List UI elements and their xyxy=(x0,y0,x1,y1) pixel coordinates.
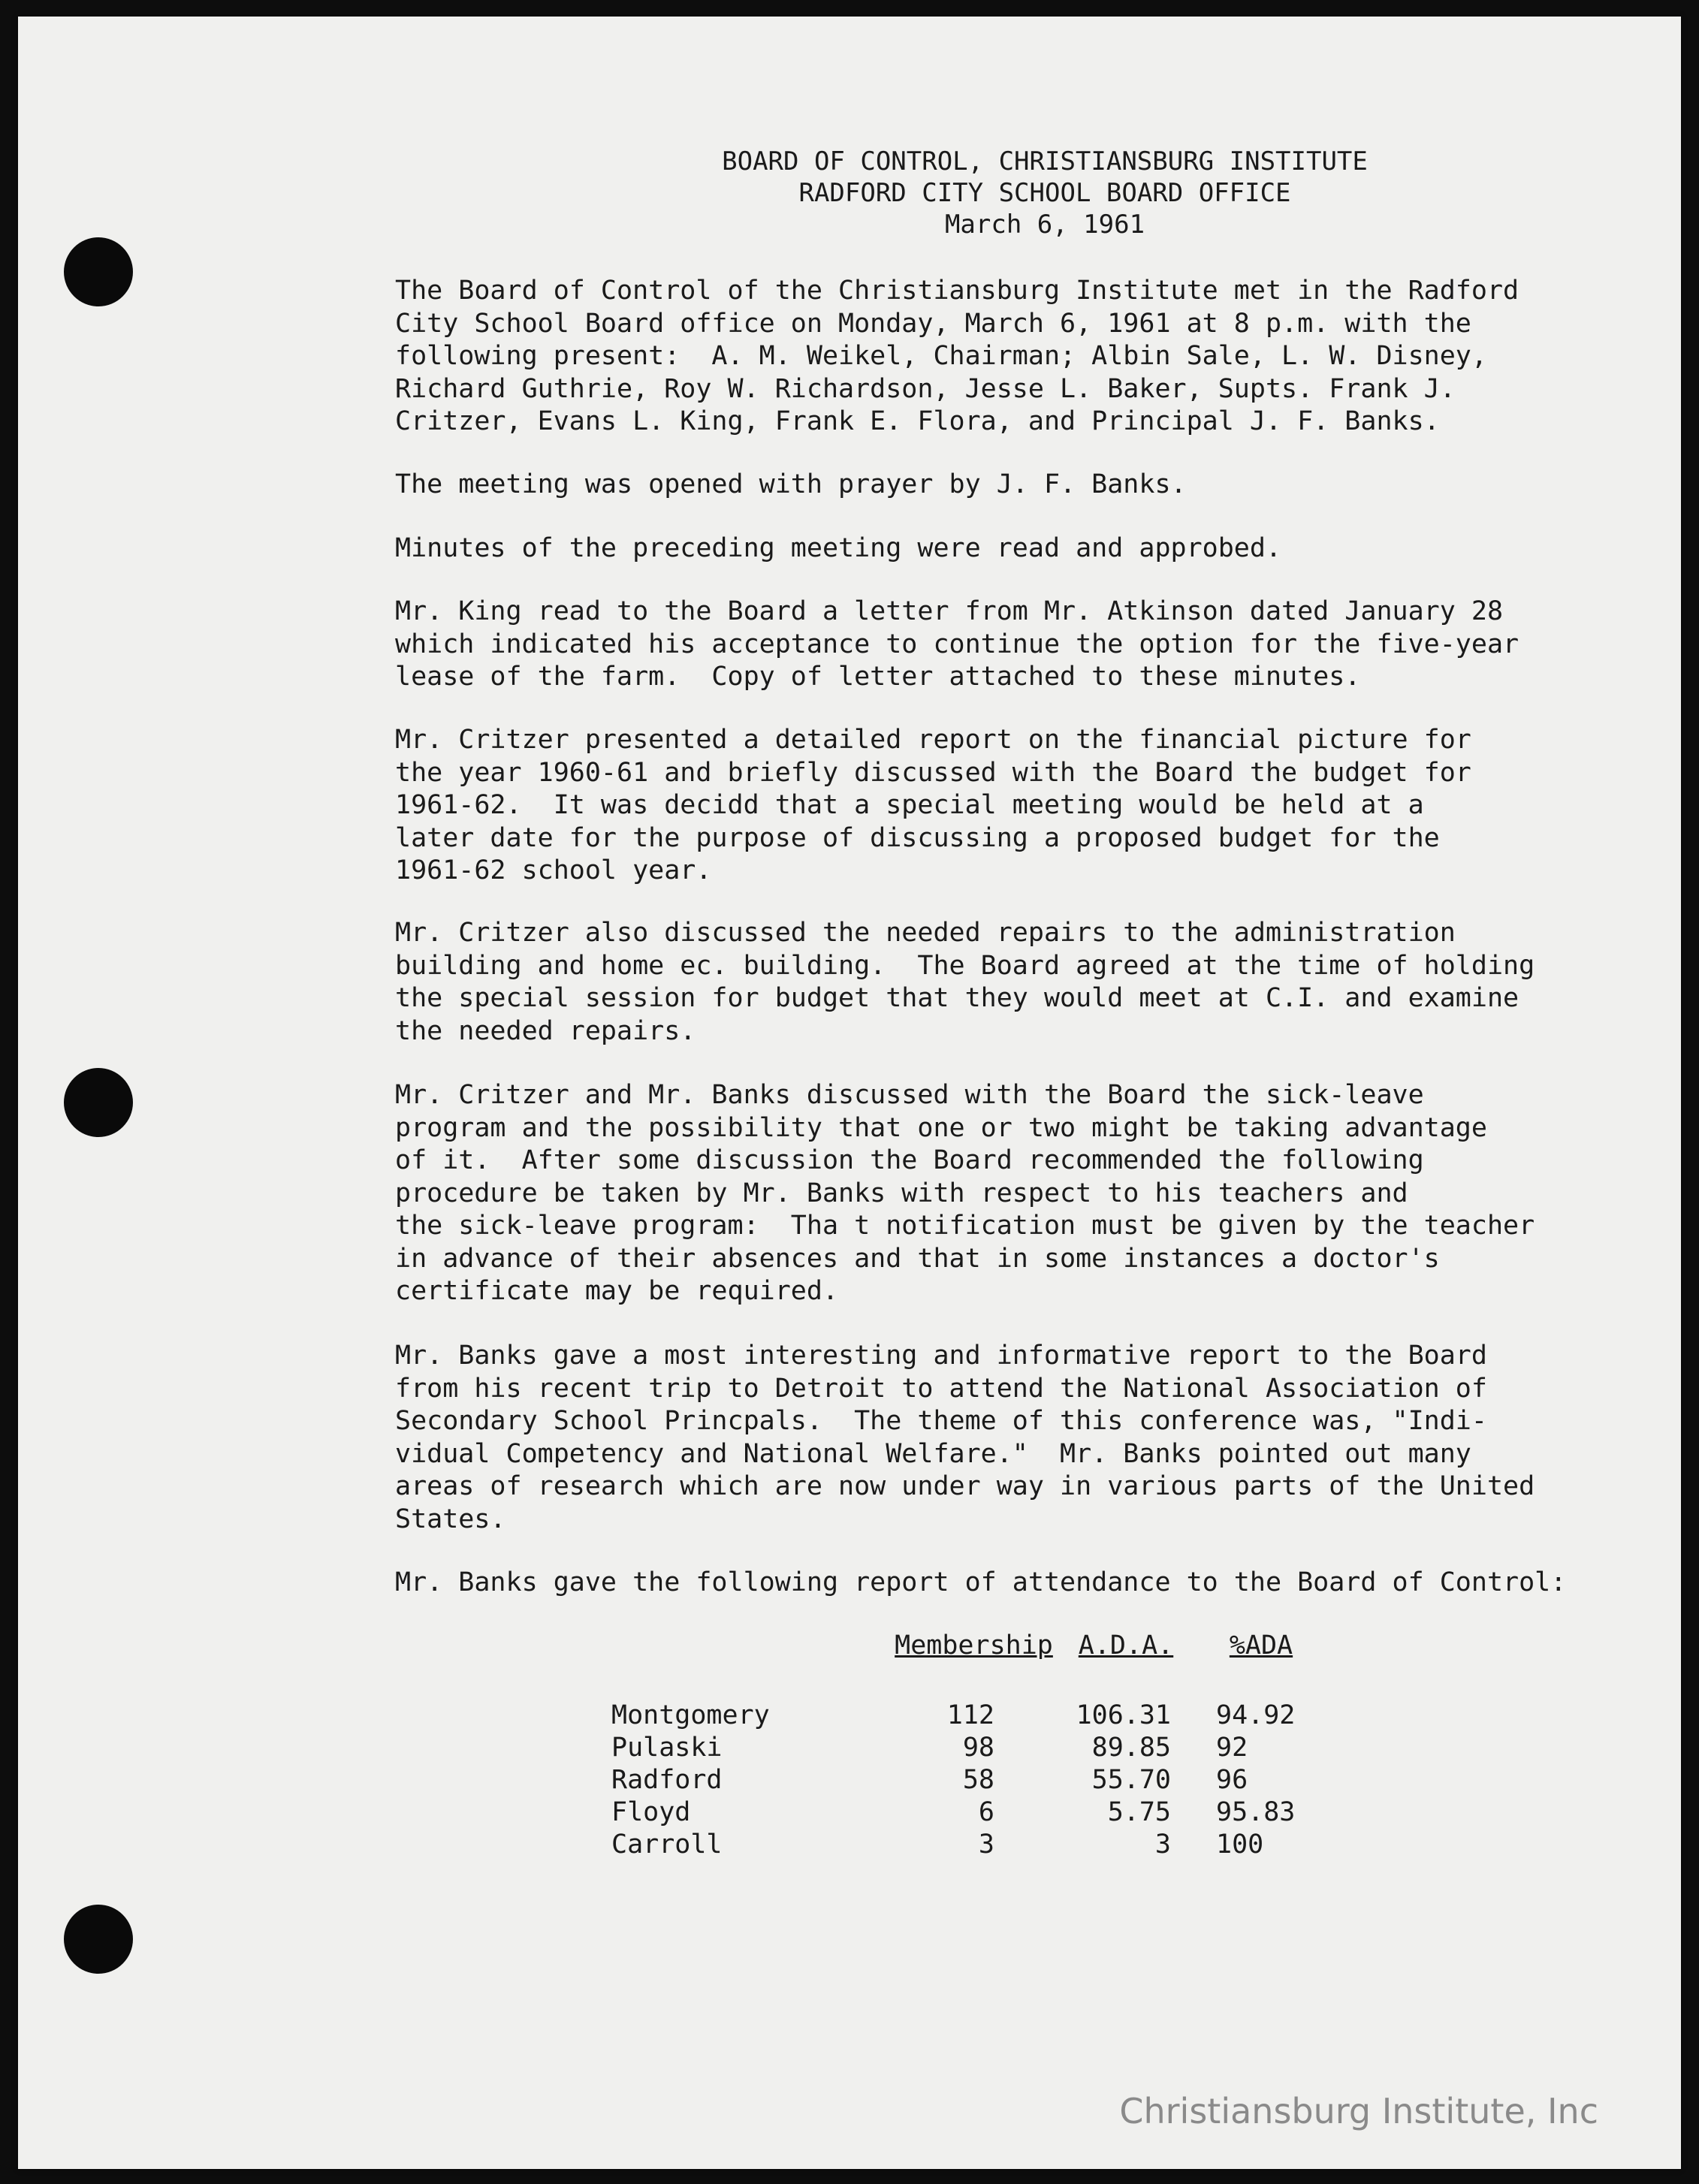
document-heading xyxy=(18,146,1681,240)
membership-value: 98 xyxy=(962,1733,994,1763)
table-row xyxy=(611,1700,1329,1732)
paragraph-financial-report: Mr. Critzer presented a detailed report on the financial picture for the year 1960-61 and briefly discussed with the Board the budget for 1961-62. It was decidd that a special meeting would be held at a later date for the purpose of discussing a proposed budget for the 1961-62 school year. xyxy=(395,725,1471,885)
table-row xyxy=(611,1829,1329,1861)
county-name: Floyd xyxy=(611,1797,691,1827)
watermark: Christiansburg Institute, Inc xyxy=(1119,2091,1598,2131)
membership-value: 6 xyxy=(978,1797,994,1827)
paragraph-attendees: The Board of Control of the Christiansburg Institute met in the Radford City School Board office on Monday, March 6, 1961 at 8 p.m. with the following present: A. M. Weikel, Chairman; Albin Sale, L. W. Disney, Richard Guthrie, Roy W. Richardson, Jesse L. Baker, Supts. Frank J. Critzer, Evans L. King, Frank E. Flora, and Principal J. F. Banks. xyxy=(395,276,1519,436)
ada-value: 106.31 xyxy=(1076,1700,1171,1730)
county-name: Radford xyxy=(611,1765,723,1795)
ada-value: 55.70 xyxy=(1091,1765,1171,1795)
paragraph-attendance-intro: Mr. Banks gave the following report of attendance to the Board of Control: xyxy=(395,1567,1567,1597)
paragraph-sick-leave: Mr. Critzer and Mr. Banks discussed with the Board the sick-leave program and the possibility that one or two might be taking advantage of it. After some discussion the Board recommended the following procedure be taken by Mr. Banks with respect to his teachers and the sick-leave program: Tha t notification must be given by the teacher in advance of their absences and that in some instances a doctor's certificate may be required. xyxy=(395,1080,1535,1306)
paragraph-conference-report: Mr. Banks gave a most interesting and informative report to the Board from his recent trip to Detroit to attend the National Association of Secondary School Princpals. The theme of this conference was, "Indi- vidual Competency and National Welfare." Mr. Banks pointed out many areas of research which are now under way in various parts of the United States. xyxy=(395,1341,1535,1534)
table-row xyxy=(611,1764,1329,1796)
pct-ada-value: 100 xyxy=(1216,1830,1264,1860)
pct-ada-value: 95.83 xyxy=(1216,1797,1296,1827)
binder-hole-bottom xyxy=(64,1905,133,1974)
document-page xyxy=(18,17,1681,2169)
ada-value: 3 xyxy=(1154,1830,1171,1860)
heading-date: March 6, 1961 xyxy=(944,210,1145,240)
attendance-header-row xyxy=(611,1630,1329,1700)
ada-header: A.D.A. xyxy=(1078,1630,1174,1661)
membership-value: 58 xyxy=(962,1765,994,1795)
paragraph-minutes: Minutes of the preceding meeting were read and approbed. xyxy=(395,533,1282,563)
table-row xyxy=(611,1796,1329,1829)
paragraph-repairs: Mr. Critzer also discussed the needed repairs to the administration building and home ec. building. The Board agreed at the time of holding the special session for budget that they would meet at C.I. and examine the needed repairs. xyxy=(395,918,1535,1046)
membership-value: 112 xyxy=(946,1700,994,1730)
paragraph-farm-lease: Mr. King read to the Board a letter from Mr. Atkinson dated January 28 which indicated his acceptance to continue the option for the five-year lease of the farm. Copy of letter attached to these minutes. xyxy=(395,596,1519,692)
county-header xyxy=(611,1630,889,1700)
membership-value: 3 xyxy=(978,1830,994,1860)
heading-location: RADFORD CITY SCHOOL BOARD OFFICE xyxy=(798,178,1291,208)
membership-header: Membership xyxy=(895,1630,1053,1661)
county-name: Carroll xyxy=(611,1830,723,1860)
binder-hole-top xyxy=(64,237,133,306)
heading-organization: BOARD OF CONTROL, CHRISTIANSBURG INSTITUTE xyxy=(722,146,1368,176)
ada-value: 5.75 xyxy=(1107,1797,1171,1827)
county-name: Pulaski xyxy=(611,1733,723,1763)
attendance-table xyxy=(611,1630,1329,1861)
county-name: Montgomery xyxy=(611,1700,770,1730)
pct-ada-value: 94.92 xyxy=(1216,1700,1296,1730)
pct-ada-header: %ADA xyxy=(1229,1630,1293,1661)
binder-hole-middle xyxy=(64,1068,133,1137)
pct-ada-value: 92 xyxy=(1216,1733,1248,1763)
pct-ada-value: 96 xyxy=(1216,1765,1248,1795)
paragraph-prayer: The meeting was opened with prayer by J. F. Banks. xyxy=(395,469,1187,499)
table-row xyxy=(611,1732,1329,1764)
ada-value: 89.85 xyxy=(1091,1733,1171,1763)
